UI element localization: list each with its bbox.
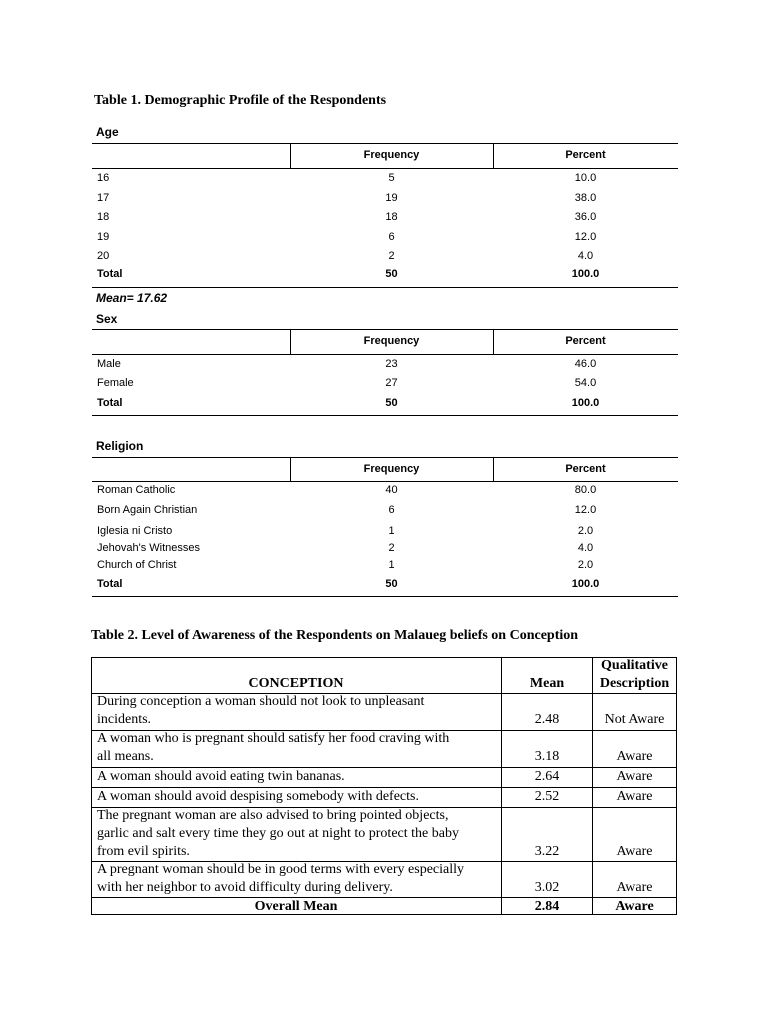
sex-row-percent: 54.0	[574, 377, 597, 389]
belief-text-line: During conception a woman should not look to unpleasant	[97, 694, 425, 709]
percent-header: Percent	[565, 149, 606, 161]
sex-row-label: Female	[97, 377, 134, 389]
mean-header: Mean	[529, 676, 565, 691]
belief-text-line: A pregnant woman should be in good terms with every especially	[97, 862, 465, 877]
age-row-label: 16	[97, 172, 110, 184]
age-row-label: 19	[97, 231, 110, 243]
religion-row-frequency: 1	[388, 559, 395, 571]
age-row-percent: 36.0	[574, 211, 597, 223]
belief-mean: 2.64	[534, 769, 560, 784]
age-table	[92, 143, 678, 289]
age-total-label: Total	[97, 268, 123, 280]
sex-row-percent: 46.0	[574, 358, 597, 370]
sex-section-label: Sex	[96, 312, 118, 326]
religion-table	[92, 457, 678, 599]
religion-row-percent: 2.0	[577, 559, 594, 571]
belief-text-line: from evil spirits.	[97, 844, 190, 859]
sex-row-frequency: 27	[385, 377, 398, 389]
age-row-percent: 4.0	[577, 250, 594, 262]
sex-table	[92, 329, 678, 417]
belief-description: Aware	[616, 844, 653, 859]
religion-total-label: Total	[97, 578, 123, 590]
age-row-frequency: 6	[388, 231, 395, 243]
age-mean: Mean= 17.62	[96, 291, 168, 305]
religion-row-frequency: 1	[388, 525, 395, 537]
religion-row-percent: 80.0	[574, 484, 597, 496]
religion-row-percent: 2.0	[577, 525, 594, 537]
age-row-percent: 38.0	[574, 192, 597, 204]
percent-header: Percent	[565, 463, 606, 475]
age-row-frequency: 2	[388, 250, 395, 262]
sex-row-frequency: 23	[385, 358, 398, 370]
religion-row-label: Church of Christ	[97, 559, 177, 571]
sex-row-label: Male	[97, 358, 121, 370]
belief-description: Aware	[616, 789, 653, 804]
religion-total-frequency: 50	[385, 578, 398, 590]
belief-text-line: with her neighbor to avoid difficulty during delivery.	[97, 880, 393, 895]
religion-row-label: Born Again Christian	[97, 504, 198, 516]
percent-header: Percent	[565, 335, 606, 347]
age-row-label: 17	[97, 192, 110, 204]
age-row-label: 18	[97, 211, 110, 223]
overall-mean-value: 2.84	[534, 899, 560, 914]
belief-description: Aware	[616, 749, 653, 764]
belief-description: Not Aware	[604, 712, 665, 727]
frequency-header: Frequency	[363, 335, 420, 347]
belief-text-line: incidents.	[97, 712, 152, 727]
belief-mean: 3.22	[534, 844, 560, 859]
belief-text-line: A woman should avoid eating twin bananas.	[97, 769, 345, 784]
belief-description: Aware	[616, 880, 653, 895]
age-row-percent: 12.0	[574, 231, 597, 243]
table2-title: Table 2. Level of Awareness of the Respondents on Malaueg beliefs on Conception	[91, 628, 579, 643]
age-row-frequency: 19	[385, 192, 398, 204]
belief-text-line: The pregnant woman are also advised to bring pointed objects,	[97, 808, 449, 823]
belief-mean: 3.18	[534, 749, 560, 764]
qualitative-header-line1: Qualitative	[601, 658, 668, 673]
age-row-percent: 10.0	[574, 172, 597, 184]
belief-text-line: garlic and salt every time they go out at night to protect the baby	[97, 826, 459, 841]
belief-text-line: all means.	[97, 749, 154, 764]
belief-text-line: A woman should avoid despising somebody with defects.	[97, 789, 419, 804]
belief-description: Aware	[616, 769, 653, 784]
frequency-header: Frequency	[363, 463, 420, 475]
conception-header: CONCEPTION	[248, 676, 344, 691]
religion-row-percent: 4.0	[577, 542, 594, 554]
belief-mean: 2.48	[534, 712, 560, 727]
religion-row-label: Roman Catholic	[97, 484, 176, 496]
religion-row-percent: 12.0	[574, 504, 597, 516]
age-total-frequency: 50	[385, 268, 398, 280]
qualitative-header-line2: Description	[599, 676, 670, 691]
age-row-frequency: 18	[385, 211, 398, 223]
religion-row-frequency: 2	[388, 542, 395, 554]
sex-total-label: Total	[97, 397, 123, 409]
religion-row-label: Iglesia ni Cristo	[97, 525, 173, 537]
belief-mean: 3.02	[534, 880, 560, 895]
religion-row-label: Jehovah's Witnesses	[97, 542, 200, 554]
overall-description: Aware	[615, 899, 654, 914]
religion-row-frequency: 6	[388, 504, 395, 516]
age-section-label: Age	[96, 125, 119, 139]
religion-total-percent: 100.0	[571, 578, 600, 590]
frequency-header: Frequency	[363, 149, 420, 161]
age-total-percent: 100.0	[571, 268, 600, 280]
age-row-frequency: 5	[388, 172, 395, 184]
conception-table	[91, 657, 678, 916]
age-row-label: 20	[97, 250, 110, 262]
table1-title: Table 1. Demographic Profile of the Respondents	[94, 93, 387, 108]
belief-text-line: A woman who is pregnant should satisfy her food craving with	[97, 731, 450, 746]
belief-mean: 2.52	[534, 789, 560, 804]
sex-total-percent: 100.0	[571, 397, 600, 409]
overall-mean-label: Overall Mean	[254, 899, 338, 914]
religion-section-label: Religion	[96, 439, 144, 453]
religion-row-frequency: 40	[385, 484, 398, 496]
sex-total-frequency: 50	[385, 397, 398, 409]
